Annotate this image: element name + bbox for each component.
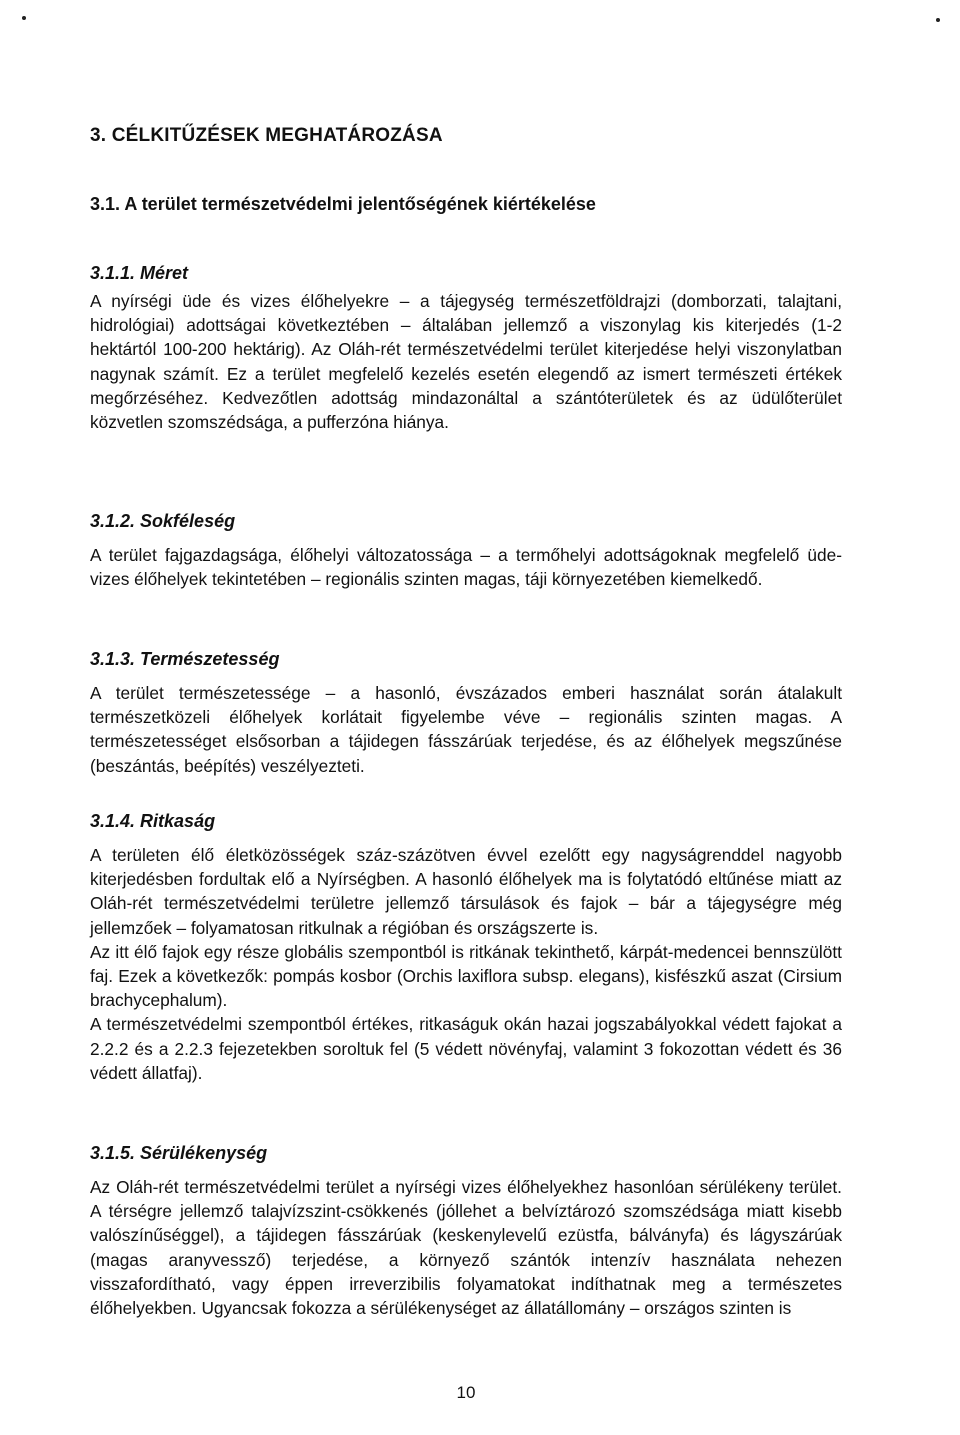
paragraph: A természetvédelmi szempontból értékes, ritkaságuk okán hazai jogszabályokkal védett fajokat a 2.2.2 és a 2.2.3 fejezetekben soroltuk fel (5 védett növényfaj, valamint 3 fokozottan védett és 36 védett állatfaj). [90, 1014, 842, 1083]
subsection-naturalness [90, 647, 842, 778]
scan-speck [22, 16, 26, 20]
section-heading: 3.1. A terület természetvédelmi jelentőségének kiértékelése [90, 194, 596, 214]
subsection-size [90, 261, 842, 434]
subsection-title: 3.1.2. Sokféleség [90, 511, 236, 531]
scan-speck [936, 18, 940, 22]
subsection-title: 3.1.3. Természetesség [90, 649, 280, 669]
paragraph: A terület természetessége – a hasonló, évszázados emberi használat során átalakult természetközeli élőhelyek korlátait figyelembe véve – regionális szinten magas. A természetességet elsősorban a tájidegen fásszárúak terjedése, és az élőhelyek megszűnése (beszántás, beépítés) veszélyezteti. [90, 683, 842, 776]
paragraph: Az Oláh-rét természetvédelmi terület a nyírségi vizes élőhelyekhez hasonlóan sérülékeny terület. A térségre jellemző talajvízszint-csökkenés (jóllehet a belvíztározó szomszédsága miatt kisebb valószínűséggel), a tájidegen fásszárúak (keskenylevelű ezüstfa, bálványfa) és lágyszárúak (magas aranyvessző) terjedése, a környező szántók intenzív használata nehezen visszafordítható, vagy éppen irreverzibilis folyamatokat indíthatnak meg a természetes élőhelyekben. Ugyancsak fokozza a sérülékenységet az állatállomány – országos szinten is [90, 1177, 842, 1319]
subsection-title: 3.1.5. Sérülékenység [90, 1143, 268, 1163]
paragraph: A nyírségi üde és vizes élőhelyekre – a tájegység természetföldrajzi (domborzati, talajtani, hidrológiai) adottságai következtében – általában jellemző a viszonylag kis kiterjedés (1-2 hektártól 100-200 hektárig). Az Oláh-rét természetvédelmi terület kiterjedése helyi viszonylatban nagynak számít. Ez a terület megfelelő kezelés esetén elegendő az ismert természeti értékek megőrzéséhez. Kedvezőtlen adottság mindazonáltal a szántóterületek és az üdülőterület közvetlen szomszédsága, a pufferzóna hiánya. [90, 291, 842, 433]
subsection-title: 3.1.1. Méret [90, 263, 189, 283]
paragraph: A terület fajgazdagsága, élőhelyi változatossága – a termőhelyi adottságoknak megfelelő üde-vizes élőhelyek tekintetében – regionális szinten magas, táji környezetében kiemelkedő. [90, 545, 842, 590]
paragraph: Az itt élő fajok egy része globális szempontból is ritkának tekinthető, kárpát-medencei bennszülött faj. Ezek a következők: pompás kosbor (Orchis laxiflora subsp. elegans), kisfészkű aszat (Cirsium brachycephalum). [90, 941, 842, 1011]
subsection-rarity [90, 809, 842, 1085]
document-page [90, 0, 842, 1435]
chapter-heading: 3. CÉLKITŰZÉSEK MEGHATÁROZÁSA [90, 125, 443, 146]
subsection-diversity [90, 509, 842, 591]
subsection-vulnerability [90, 1141, 842, 1320]
subsection-title: 3.1.4. Ritkaság [90, 811, 216, 831]
page-number: 10 [456, 1383, 476, 1402]
paragraph: A területen élő életközösségek száz-százötven évvel ezelőtt egy nagyságrenddel nagyobb kiterjedésben fordultak elő a Nyírségben. A hasonló élőhelyek ma is folytatódó eltűnése miatt az Oláh-rét természetvédelmi területre jellemző társulások és fajok – bár a tájegységre még jellemzőek – folyamatosan ritkulnak a régióban és országszerte is. [90, 845, 842, 938]
